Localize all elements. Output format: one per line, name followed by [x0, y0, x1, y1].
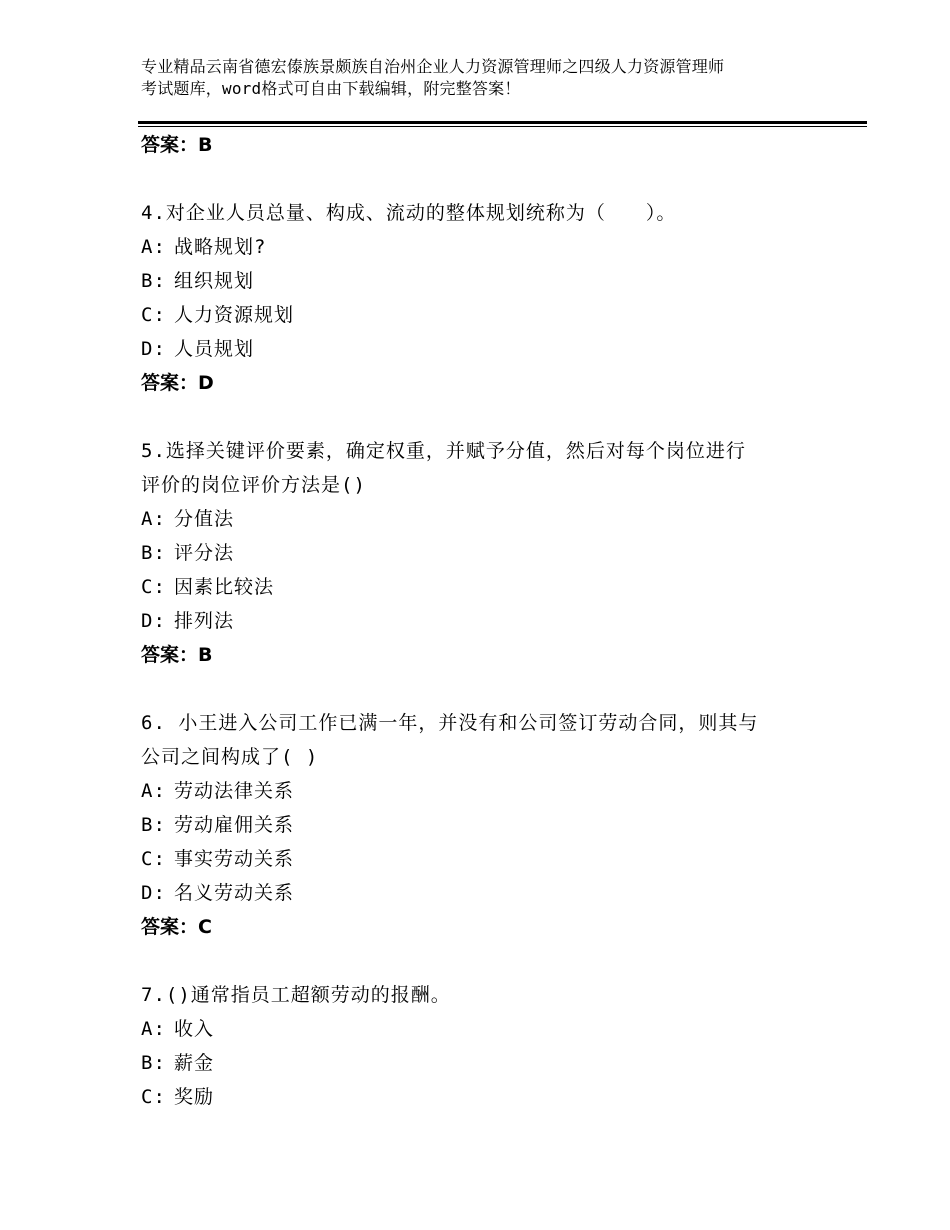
option-d [141, 604, 841, 638]
option-letter: D: [141, 338, 166, 360]
option-text: 分值法 [174, 508, 235, 530]
option-b [141, 536, 841, 570]
option-text: 组织规划 [174, 270, 255, 292]
stem-line: 5.选择关键评价要素，确定权重，并赋予分值，然后对每个岗位进行 [141, 440, 746, 462]
option-d [141, 876, 841, 910]
answer-line: 答案：B [141, 134, 213, 156]
option-letter: B: [141, 542, 166, 564]
option-d [141, 332, 841, 366]
question-stem [141, 706, 841, 774]
question-list [141, 128, 841, 1114]
stem-line: 6. 小王进入公司工作已满一年，并没有和公司签订劳动合同，则其与 [141, 712, 759, 734]
option-a [141, 1012, 841, 1046]
header-line-2: 考试题库，word格式可自由下载编辑，附完整答案！ [141, 79, 521, 98]
option-text: 评分法 [174, 542, 235, 564]
option-a [141, 774, 841, 808]
stem-line: 公司之间构成了( ) [141, 746, 319, 768]
option-text: 战略规划? [174, 236, 267, 258]
option-letter: C: [141, 304, 166, 326]
question-stem [141, 978, 841, 1012]
option-b [141, 264, 841, 298]
option-c [141, 842, 841, 876]
option-text: 名义劳动关系 [174, 882, 295, 904]
option-text: 排列法 [174, 610, 235, 632]
header-rule-thick [138, 121, 867, 124]
option-c [141, 570, 841, 604]
option-text: 人员规划 [174, 338, 255, 360]
option-letter: A: [141, 780, 166, 802]
option-text: 奖励 [174, 1086, 215, 1108]
option-text: 劳动雇佣关系 [174, 814, 295, 836]
stem-line: 4.对企业人员总量、构成、流动的整体规划统称为（ ）。 [141, 202, 677, 224]
answer-line: 答案：B [141, 644, 213, 666]
option-letter: B: [141, 270, 166, 292]
stem-line: 7.()通常指员工超额劳动的报酬。 [141, 984, 451, 1006]
option-a [141, 230, 841, 264]
question-stem [141, 196, 841, 230]
option-letter: D: [141, 610, 166, 632]
option-letter: D: [141, 882, 166, 904]
header-rule-thin [138, 126, 867, 127]
document-header [141, 56, 831, 100]
answer-line: 答案：D [141, 372, 214, 394]
option-c [141, 298, 841, 332]
option-letter: A: [141, 508, 166, 530]
option-b [141, 808, 841, 842]
option-letter: C: [141, 576, 166, 598]
option-letter: C: [141, 848, 166, 870]
question-stem [141, 434, 841, 502]
header-line-1: 专业精品云南省德宏傣族景颇族自治州企业人力资源管理师之四级人力资源管理师 [141, 57, 725, 76]
option-letter: C: [141, 1086, 166, 1108]
question-6 [141, 706, 841, 944]
option-letter: A: [141, 1018, 166, 1040]
option-text: 收入 [174, 1018, 215, 1040]
option-letter: B: [141, 814, 166, 836]
option-letter: B: [141, 1052, 166, 1074]
option-a [141, 502, 841, 536]
option-text: 事实劳动关系 [174, 848, 295, 870]
option-text: 因素比较法 [174, 576, 275, 598]
option-letter: A: [141, 236, 166, 258]
option-text: 薪金 [174, 1052, 215, 1074]
option-b [141, 1046, 841, 1080]
stem-line: 评价的岗位评价方法是() [141, 474, 366, 496]
answer-line: 答案：C [141, 916, 212, 938]
question-4 [141, 196, 841, 400]
question-7 [141, 978, 841, 1114]
option-text: 人力资源规划 [174, 304, 295, 326]
option-text: 劳动法律关系 [174, 780, 295, 802]
question-5 [141, 434, 841, 672]
option-c [141, 1080, 841, 1114]
